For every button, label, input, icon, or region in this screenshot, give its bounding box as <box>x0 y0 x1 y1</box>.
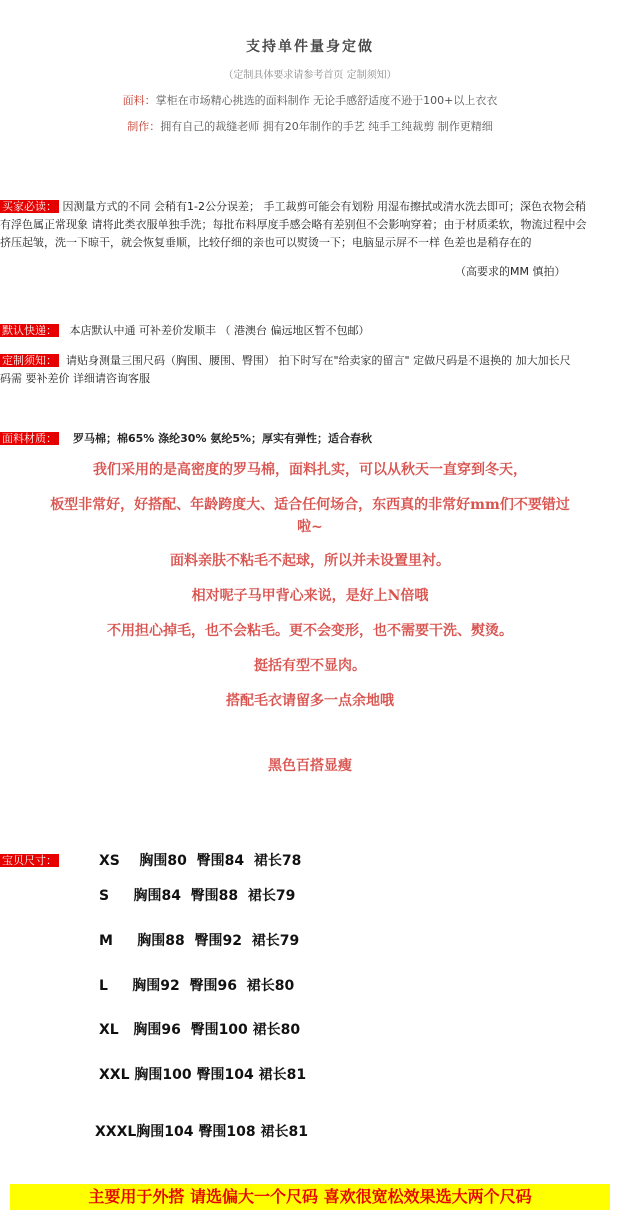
fabric-text: 掌柜在市场精心挑选的面料制作 无论手感舒适度不逊于100+以上衣衣 <box>155 94 498 107</box>
desc-line-5: 相对呢子马甲背心来说，是好上N倍哦 <box>191 588 429 604</box>
custom-line-1: 请贴身测量三围尺码（胸围、腰围、臀围） 拍下时写在"给卖家的留言" 定做尺码是不退换的 加大加长尺 <box>66 354 571 367</box>
desc-line-2: 板型非常好，好搭配、年龄跨度大、适合任何场合，东西真的非常好mm们不要错过 <box>50 497 570 513</box>
bottom-banner: 主要用于外搭 请选偏大一个尺码 喜欢很宽松效果选大两个尺码 <box>10 1184 610 1210</box>
buyer-notice-tag: 买家必读： <box>2 200 57 213</box>
buyer-notice-line-1: 因测量方式的不同 会稍有1-2公分误差； 手工裁剪可能会有划粉 用湿布擦拭或清水洗去即可；深色衣物会稍 <box>62 200 586 213</box>
desc-line-7: 挺括有型不显肉。 <box>254 658 366 674</box>
buyer-notice-line-3: 挤压起皱，洗一下晾干，就会恢复垂顺，比较仔细的亲也可以熨烫一下；电脑显示屏不一样 色差也是稍存在的 <box>0 236 532 249</box>
size-row-l: L 胸围92 臀围96 裙长80 <box>99 978 295 994</box>
buyer-notice-line-2: 有浮色属正常现象 请将此类衣服单独手洗；每批布料厚度手感会略有差别但不会影响穿着；由于材质柔软，物流过程中会 <box>0 218 587 231</box>
desc-line-1: 我们采用的是高密度的罗马棉，面料扎实，可以从秋天一直穿到冬天， <box>93 462 527 478</box>
size-row-xxl: XXL 胸围100 臀围104 裙长81 <box>99 1067 307 1083</box>
size-row-m: M 胸围88 臀围92 裙长79 <box>99 933 300 949</box>
desc-line-3: 啦~ <box>297 519 323 535</box>
custom-line-2: 码需 要补差价 详细请咨询客服 <box>0 372 150 385</box>
custom-tag: 定制须知： <box>2 354 57 367</box>
size-row-s: S 胸围84 臀围88 裙长79 <box>99 888 296 904</box>
buyer-notice-note: （高要求的MM 慎拍） <box>455 265 566 278</box>
material-tag: 面料材质： <box>2 432 57 445</box>
material-text: 罗马棉；棉65% 涤纶30% 氨纶5%；厚实有弹性；适合春秋 <box>73 432 372 445</box>
desc-line-4: 面料亲肤不粘毛不起球，所以并未设置里衬。 <box>170 553 450 569</box>
page-subtitle: （定制具体要求请参考首页 定制须知） <box>223 70 397 81</box>
desc-color: 黑色百搭显瘦 <box>268 758 352 774</box>
buyer-notice <box>0 198 620 252</box>
craft-intro <box>0 118 620 134</box>
desc-line-6: 不用担心掉毛，也不会粘毛。更不会变形，也不需要干洗、熨烫。 <box>107 623 513 639</box>
page-title: 支持单件量身定做 <box>246 39 374 55</box>
size-tag: 宝贝尺寸： <box>2 854 57 867</box>
desc-line-8: 搭配毛衣请留多一点余地哦 <box>226 693 394 709</box>
fabric-intro <box>0 92 620 108</box>
fabric-label: 面料： <box>122 94 156 107</box>
craft-label: 制作： <box>127 120 161 133</box>
size-row-xxxl: XXXL胸围104 臀围108 裙长81 <box>95 1124 308 1140</box>
craft-text: 拥有自己的裁缝老师 拥有20年制作的手艺 纯手工纯裁剪 制作更精细 <box>160 120 493 133</box>
shipping-tag: 默认快递： <box>2 324 57 337</box>
size-row-xl: XL 胸围96 臀围100 裙长80 <box>99 1022 301 1038</box>
shipping-text: 本店默认中通 可补差价发顺丰 （ 港澳台 偏远地区暂不包邮） <box>69 324 370 337</box>
size-tag-wrap <box>0 852 59 870</box>
custom-notice <box>0 352 620 388</box>
material-notice <box>0 430 620 448</box>
size-row-xs: XS 胸围80 臀围84 裙长78 <box>99 853 302 869</box>
shipping-notice <box>0 322 620 340</box>
